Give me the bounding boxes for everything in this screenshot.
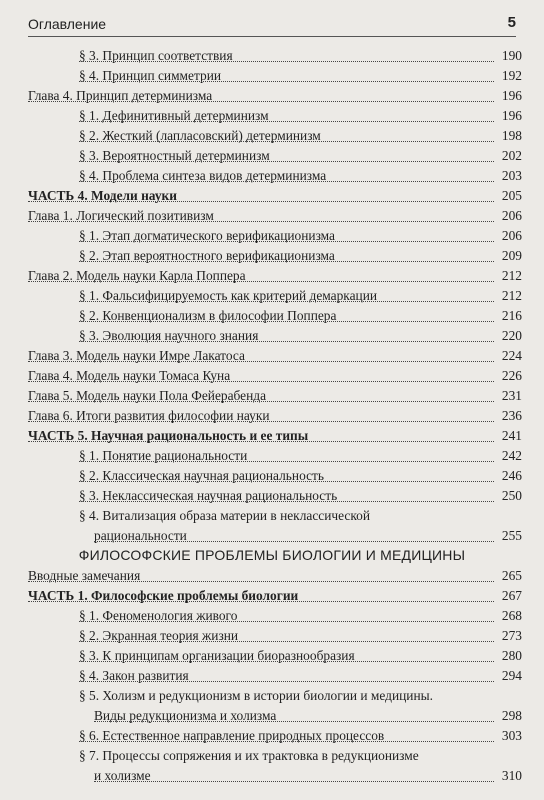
leader-dots (28, 401, 494, 422)
toc-entry-text: § 3. Эволюция научного знания (79, 326, 260, 346)
leader-dots (79, 41, 494, 62)
leader-dots (28, 381, 494, 402)
toc-entry-page: 209 (502, 246, 522, 266)
leader-dots (28, 181, 494, 202)
page-header (28, 14, 516, 37)
toc-entry-page: 242 (502, 446, 522, 466)
toc-entry-text: § 2. Жесткий (лапласовский) детерминизм (79, 126, 323, 146)
toc-entry-page: 192 (502, 66, 522, 86)
leader-dots (79, 221, 494, 242)
running-title: Оглавление (28, 16, 107, 32)
leader-dots (79, 441, 494, 462)
toc-entry-page: 202 (502, 146, 522, 166)
toc-entry-text: § 4. Закон развития (79, 666, 191, 686)
leader-dots (79, 141, 494, 162)
toc-entry-page: 190 (502, 46, 522, 66)
toc-entry-page: 255 (502, 526, 522, 546)
toc-entry-text: § 1. Этап догматического верификационизма (79, 226, 337, 246)
leader-dots (79, 601, 494, 622)
toc-entry-page: 212 (502, 266, 522, 286)
toc-entry-text: Глава 4. Принцип детерминизма (28, 86, 214, 106)
section-title: ФИЛОСОФСКИЕ ПРОБЛЕМЫ БИОЛОГИИ И МЕДИЦИНЫ (78, 547, 466, 563)
leader-dots (79, 241, 494, 262)
toc-entry-page: 280 (502, 646, 522, 666)
toc-entry-text: § 6. Естественное направление природных процессов (79, 726, 386, 746)
toc-entry-page: 220 (502, 326, 522, 346)
leader-dots (94, 521, 494, 542)
toc-entry-page: 203 (502, 166, 522, 186)
leader-dots (28, 261, 494, 282)
toc-entry-text: ЧАСТЬ 1. Философские проблемы биологии (28, 586, 300, 606)
toc-entry-page: 236 (502, 406, 522, 426)
toc-entry-text: § 3. Принцип соответствия (79, 46, 235, 66)
toc-entry-text: Глава 1. Логический позитивизм (28, 206, 216, 226)
toc-entry-text: § 7. Процессы сопряжения и их трактовка в редукционизме (79, 746, 421, 766)
toc-entry-page: 196 (502, 86, 522, 106)
toc-entry-page: 241 (502, 426, 522, 446)
toc-entry-text: § 2. Этап вероятностного верификационизма (79, 246, 337, 266)
toc-entry-text: § 5. Холизм и редукционизм в истории биологии и медицины. (79, 686, 435, 706)
toc-entry-page: 250 (502, 486, 522, 506)
toc-entry-page: 273 (502, 626, 522, 646)
toc-entry-text: § 3. Неклассическая научная рациональность (79, 486, 339, 506)
toc-entry-text: Глава 2. Модель науки Карла Поппера (28, 266, 248, 286)
toc-entry-page: 246 (502, 466, 522, 486)
toc-entry-text: ЧАСТЬ 4. Модели науки (28, 186, 179, 206)
toc-entry-page: 303 (502, 726, 522, 746)
toc-entry-text: § 2. Конвенционализм в философии Поппера (79, 306, 338, 326)
toc-entry-page: 224 (502, 346, 522, 366)
toc-entry-page: 226 (502, 366, 522, 386)
leader-dots (79, 161, 494, 182)
toc-entry-page: 216 (502, 306, 522, 326)
leader-dots (28, 201, 494, 222)
leader-dots (79, 721, 494, 742)
toc-entry-text: § 2. Экранная теория жизни (79, 626, 240, 646)
toc-entry-text: § 1. Дефинитивный детерминизм (79, 106, 271, 126)
leader-dots (28, 341, 494, 362)
leader-dots (79, 661, 494, 682)
toc-entry-page: 196 (502, 106, 522, 126)
leader-dots (79, 481, 494, 502)
toc-entry-text: § 2. Классическая научная рациональность (79, 466, 326, 486)
toc-entry-page: 231 (502, 386, 522, 406)
toc-entry-text: Глава 4. Модель науки Томаса Куна (28, 366, 232, 386)
toc-entry-text: Глава 6. Итоги развития философии науки (28, 406, 272, 426)
leader-dots (79, 121, 494, 142)
leader-dots (79, 281, 494, 302)
toc-entry-page: 198 (502, 126, 522, 146)
toc-entry-text: § 3. Вероятностный детерминизм (79, 146, 272, 166)
toc-entry-text: рациональности (94, 526, 189, 546)
toc-entry-text: Виды редукционизма и холизма (94, 706, 278, 726)
page-number: 5 (507, 14, 516, 31)
leader-dots (28, 581, 494, 602)
toc-entry-text: и холизме (94, 766, 153, 786)
toc-entry-text: Вводные замечания (28, 566, 142, 586)
leader-dots (28, 361, 494, 382)
toc-entry-page: 206 (502, 206, 522, 226)
toc-entry-text: § 4. Витализация образа материи в неклассической (79, 506, 372, 526)
toc-entry-text: ЧАСТЬ 5. Научная рациональность и ее типы (28, 426, 310, 446)
toc-entry-text: § 1. Фальсифицируемость как критерий демаркации (79, 286, 379, 306)
toc-entry-page: 268 (502, 606, 522, 626)
toc-entry-text: § 4. Принцип симметрии (79, 66, 223, 86)
toc-entry-page: 310 (502, 766, 522, 786)
leader-dots (79, 61, 494, 82)
leader-dots (79, 641, 494, 662)
leader-dots (94, 761, 494, 782)
leader-dots (28, 421, 494, 442)
toc-entry-page: 267 (502, 586, 522, 606)
leader-dots (94, 701, 494, 722)
leader-dots (79, 461, 494, 482)
toc-entry-page: 298 (502, 706, 522, 726)
leader-dots (28, 561, 494, 582)
leader-dots (79, 101, 494, 122)
toc-entry-text: § 1. Феноменология живого (79, 606, 239, 626)
toc-entry-page: 265 (502, 566, 522, 586)
toc-entry-text: Глава 5. Модель науки Пола Фейерабенда (28, 386, 268, 406)
toc-entry-page: 212 (502, 286, 522, 306)
leader-dots (79, 321, 494, 342)
toc-entry-text: § 3. К принципам организации биоразнообразия (79, 646, 357, 666)
toc-entry-text: Глава 3. Модель науки Имре Лакатоса (28, 346, 247, 366)
leader-dots (79, 301, 494, 322)
toc-entry-page: 294 (502, 666, 522, 686)
toc-entry-text: § 4. Проблема синтеза видов детерминизма (79, 166, 328, 186)
toc-entry-page: 205 (502, 186, 522, 206)
toc-entry-page: 206 (502, 226, 522, 246)
leader-dots (28, 81, 494, 102)
toc-entry-text: § 1. Понятие рациональности (79, 446, 249, 466)
leader-dots (79, 621, 494, 642)
